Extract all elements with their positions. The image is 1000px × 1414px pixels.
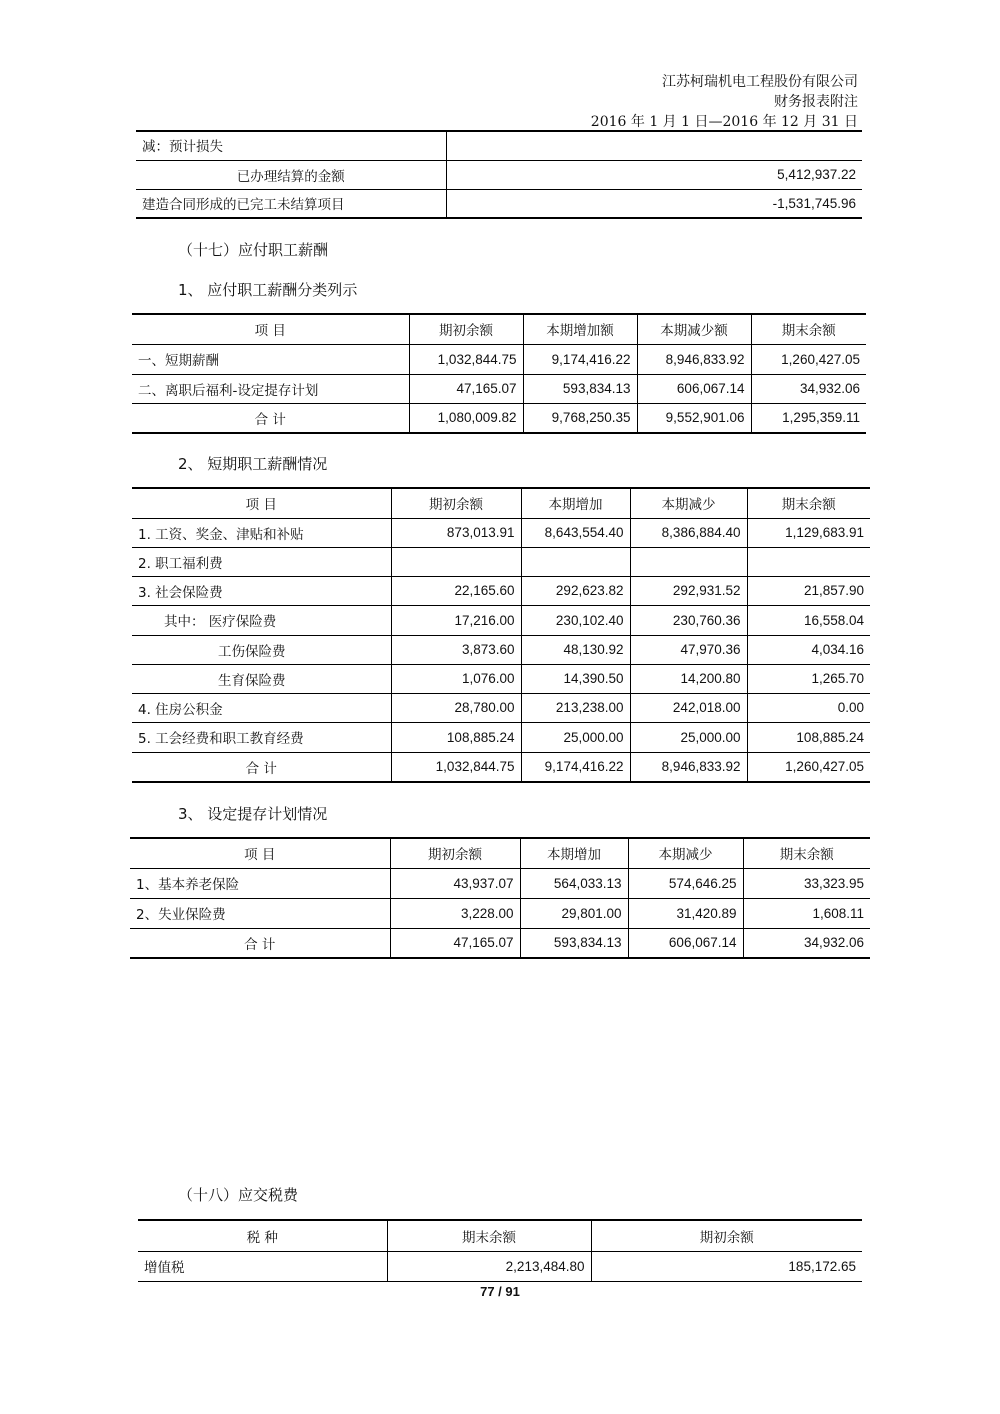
table-row [132, 344, 866, 374]
cell: 9,552,901.06 [637, 403, 751, 433]
cell [630, 547, 747, 576]
cell: 593,834.13 [520, 928, 628, 958]
table-header-row [132, 314, 866, 344]
cell: 230,102.40 [521, 605, 630, 635]
cell: 564,033.13 [520, 868, 628, 898]
col-header-opening: 期初余额 [391, 488, 521, 518]
cell: 25,000.00 [521, 722, 630, 752]
col-header-decrease: 本期减少 [628, 838, 743, 868]
cell: 17,216.00 [391, 605, 521, 635]
col-header-item: 项 目 [130, 838, 390, 868]
table-row [132, 664, 870, 693]
cell: 1,608.11 [743, 898, 870, 928]
cell: 21,857.90 [747, 576, 870, 605]
row-label: 其中： 医疗保险费 [132, 605, 391, 635]
short-term-payroll-table [132, 487, 870, 783]
cell: 29,801.00 [520, 898, 628, 928]
cell [521, 547, 630, 576]
cell: 292,931.52 [630, 576, 747, 605]
page-number: 77 / 91 [480, 1284, 520, 1299]
cell: 48,130.92 [521, 635, 630, 664]
cell: 8,946,833.92 [630, 752, 747, 782]
cell: 2,213,484.80 [387, 1251, 591, 1281]
cell: 28,780.00 [391, 693, 521, 722]
table-row [132, 605, 870, 635]
col-header-item: 项 目 [132, 488, 391, 518]
col-header-item: 项 目 [132, 314, 409, 344]
table-row [132, 374, 866, 403]
cell: 22,165.60 [391, 576, 521, 605]
cell: 47,165.07 [390, 928, 520, 958]
table-3-title: 3、 设定提存计划情况 [178, 805, 328, 823]
cell: 34,932.06 [751, 374, 866, 403]
row-label: 工伤保险费 [132, 635, 391, 664]
company-name: 江苏柯瑞机电工程股份有限公司 [662, 74, 858, 90]
cell: 31,420.89 [628, 898, 743, 928]
col-header-closing: 期末余额 [747, 488, 870, 518]
table-row [132, 635, 870, 664]
row-label: 1. 工资、奖金、津贴和补贴 [132, 518, 391, 547]
table-header-row [130, 838, 870, 868]
cell: 108,885.24 [747, 722, 870, 752]
row-label: 生育保险费 [132, 664, 391, 693]
cell: 606,067.14 [628, 928, 743, 958]
cell: 25,000.00 [630, 722, 747, 752]
table-row [136, 131, 862, 160]
row-label: 已办理结算的金额 [136, 160, 446, 189]
row-label: 增值税 [138, 1251, 387, 1281]
cell: 9,768,250.35 [523, 403, 637, 433]
cell: 43,937.07 [390, 868, 520, 898]
defined-contribution-table [130, 837, 870, 959]
col-header-closing: 期末余额 [387, 1220, 591, 1251]
col-header-opening: 期初余额 [409, 314, 523, 344]
row-label: 建造合同形成的已完工未结算项目 [136, 189, 446, 218]
cell: 606,067.14 [637, 374, 751, 403]
table-2-title: 2、 短期职工薪酬情况 [178, 455, 328, 473]
col-header-increase: 本期增加额 [523, 314, 637, 344]
table-header-row [132, 488, 870, 518]
table-row [136, 160, 862, 189]
table-1-title: 1、 应付职工薪酬分类列示 [178, 281, 358, 299]
row-label: 合 计 [132, 752, 391, 782]
table-row [130, 898, 870, 928]
cell: 292,623.82 [521, 576, 630, 605]
cell: 9,174,416.22 [523, 344, 637, 374]
cell: 873,013.91 [391, 518, 521, 547]
row-label: 4. 住房公积金 [132, 693, 391, 722]
row-value [446, 131, 862, 160]
table-row [132, 547, 870, 576]
cell: 16,558.04 [747, 605, 870, 635]
row-value: -1,531,745.96 [446, 189, 862, 218]
col-header-decrease: 本期减少 [630, 488, 747, 518]
cell: 1,295,359.11 [751, 403, 866, 433]
row-label: 二、离职后福利-设定提存计划 [132, 374, 409, 403]
cell: 1,265.70 [747, 664, 870, 693]
cell: 9,174,416.22 [521, 752, 630, 782]
cell: 33,323.95 [743, 868, 870, 898]
table-row [136, 189, 862, 218]
section-17-title: （十七）应付职工薪酬 [178, 241, 329, 259]
document-title: 财务报表附注 [774, 94, 858, 110]
col-header-opening: 期初余额 [591, 1220, 862, 1251]
col-header-opening: 期初余额 [390, 838, 520, 868]
cell: 1,260,427.05 [751, 344, 866, 374]
payroll-classification-table [132, 313, 866, 434]
row-label: 合 计 [130, 928, 390, 958]
row-label: 合 计 [132, 403, 409, 433]
cell [391, 547, 521, 576]
cell: 593,834.13 [523, 374, 637, 403]
construction-contract-table [136, 131, 862, 219]
table-header-row [138, 1220, 862, 1251]
cell: 14,390.50 [521, 664, 630, 693]
cell: 47,165.07 [409, 374, 523, 403]
cell: 213,238.00 [521, 693, 630, 722]
row-label: 2、失业保险费 [130, 898, 390, 928]
report-period: 2016 年 1 月 1 日—2016 年 12 月 31 日 [590, 114, 858, 130]
cell: 242,018.00 [630, 693, 747, 722]
table-total-row [132, 403, 866, 433]
col-header-decrease: 本期减少额 [637, 314, 751, 344]
cell: 34,932.06 [743, 928, 870, 958]
cell: 230,760.36 [630, 605, 747, 635]
col-header-tax-type: 税 种 [138, 1220, 387, 1251]
table-total-row [132, 752, 870, 782]
table-row [132, 518, 870, 547]
cell: 4,034.16 [747, 635, 870, 664]
row-label: 1、基本养老保险 [130, 868, 390, 898]
row-label: 减：预计损失 [136, 131, 446, 160]
cell: 1,080,009.82 [409, 403, 523, 433]
cell: 1,260,427.05 [747, 752, 870, 782]
cell: 14,200.80 [630, 664, 747, 693]
cell: 3,873.60 [391, 635, 521, 664]
table-row [130, 868, 870, 898]
col-header-increase: 本期增加 [521, 488, 630, 518]
cell: 1,032,844.75 [391, 752, 521, 782]
table-row [132, 693, 870, 722]
row-label: 3. 社会保险费 [132, 576, 391, 605]
cell: 574,646.25 [628, 868, 743, 898]
table-total-row [130, 928, 870, 958]
cell [747, 547, 870, 576]
cell: 1,129,683.91 [747, 518, 870, 547]
row-value: 5,412,937.22 [446, 160, 862, 189]
cell: 0.00 [747, 693, 870, 722]
cell: 1,032,844.75 [409, 344, 523, 374]
col-header-closing: 期末余额 [751, 314, 866, 344]
tax-payable-table [138, 1219, 862, 1282]
cell: 108,885.24 [391, 722, 521, 752]
cell: 8,643,554.40 [521, 518, 630, 547]
cell: 47,970.36 [630, 635, 747, 664]
col-header-increase: 本期增加 [520, 838, 628, 868]
row-label: 2. 职工福利费 [132, 547, 391, 576]
section-18-title: （十八）应交税费 [178, 1186, 299, 1204]
col-header-closing: 期末余额 [743, 838, 870, 868]
cell: 3,228.00 [390, 898, 520, 928]
cell: 8,386,884.40 [630, 518, 747, 547]
table-row [132, 722, 870, 752]
table-row [138, 1251, 862, 1281]
cell: 1,076.00 [391, 664, 521, 693]
cell: 8,946,833.92 [637, 344, 751, 374]
row-label: 5. 工会经费和职工教育经费 [132, 722, 391, 752]
row-label: 一、短期薪酬 [132, 344, 409, 374]
table-row [132, 576, 870, 605]
cell: 185,172.65 [591, 1251, 862, 1281]
